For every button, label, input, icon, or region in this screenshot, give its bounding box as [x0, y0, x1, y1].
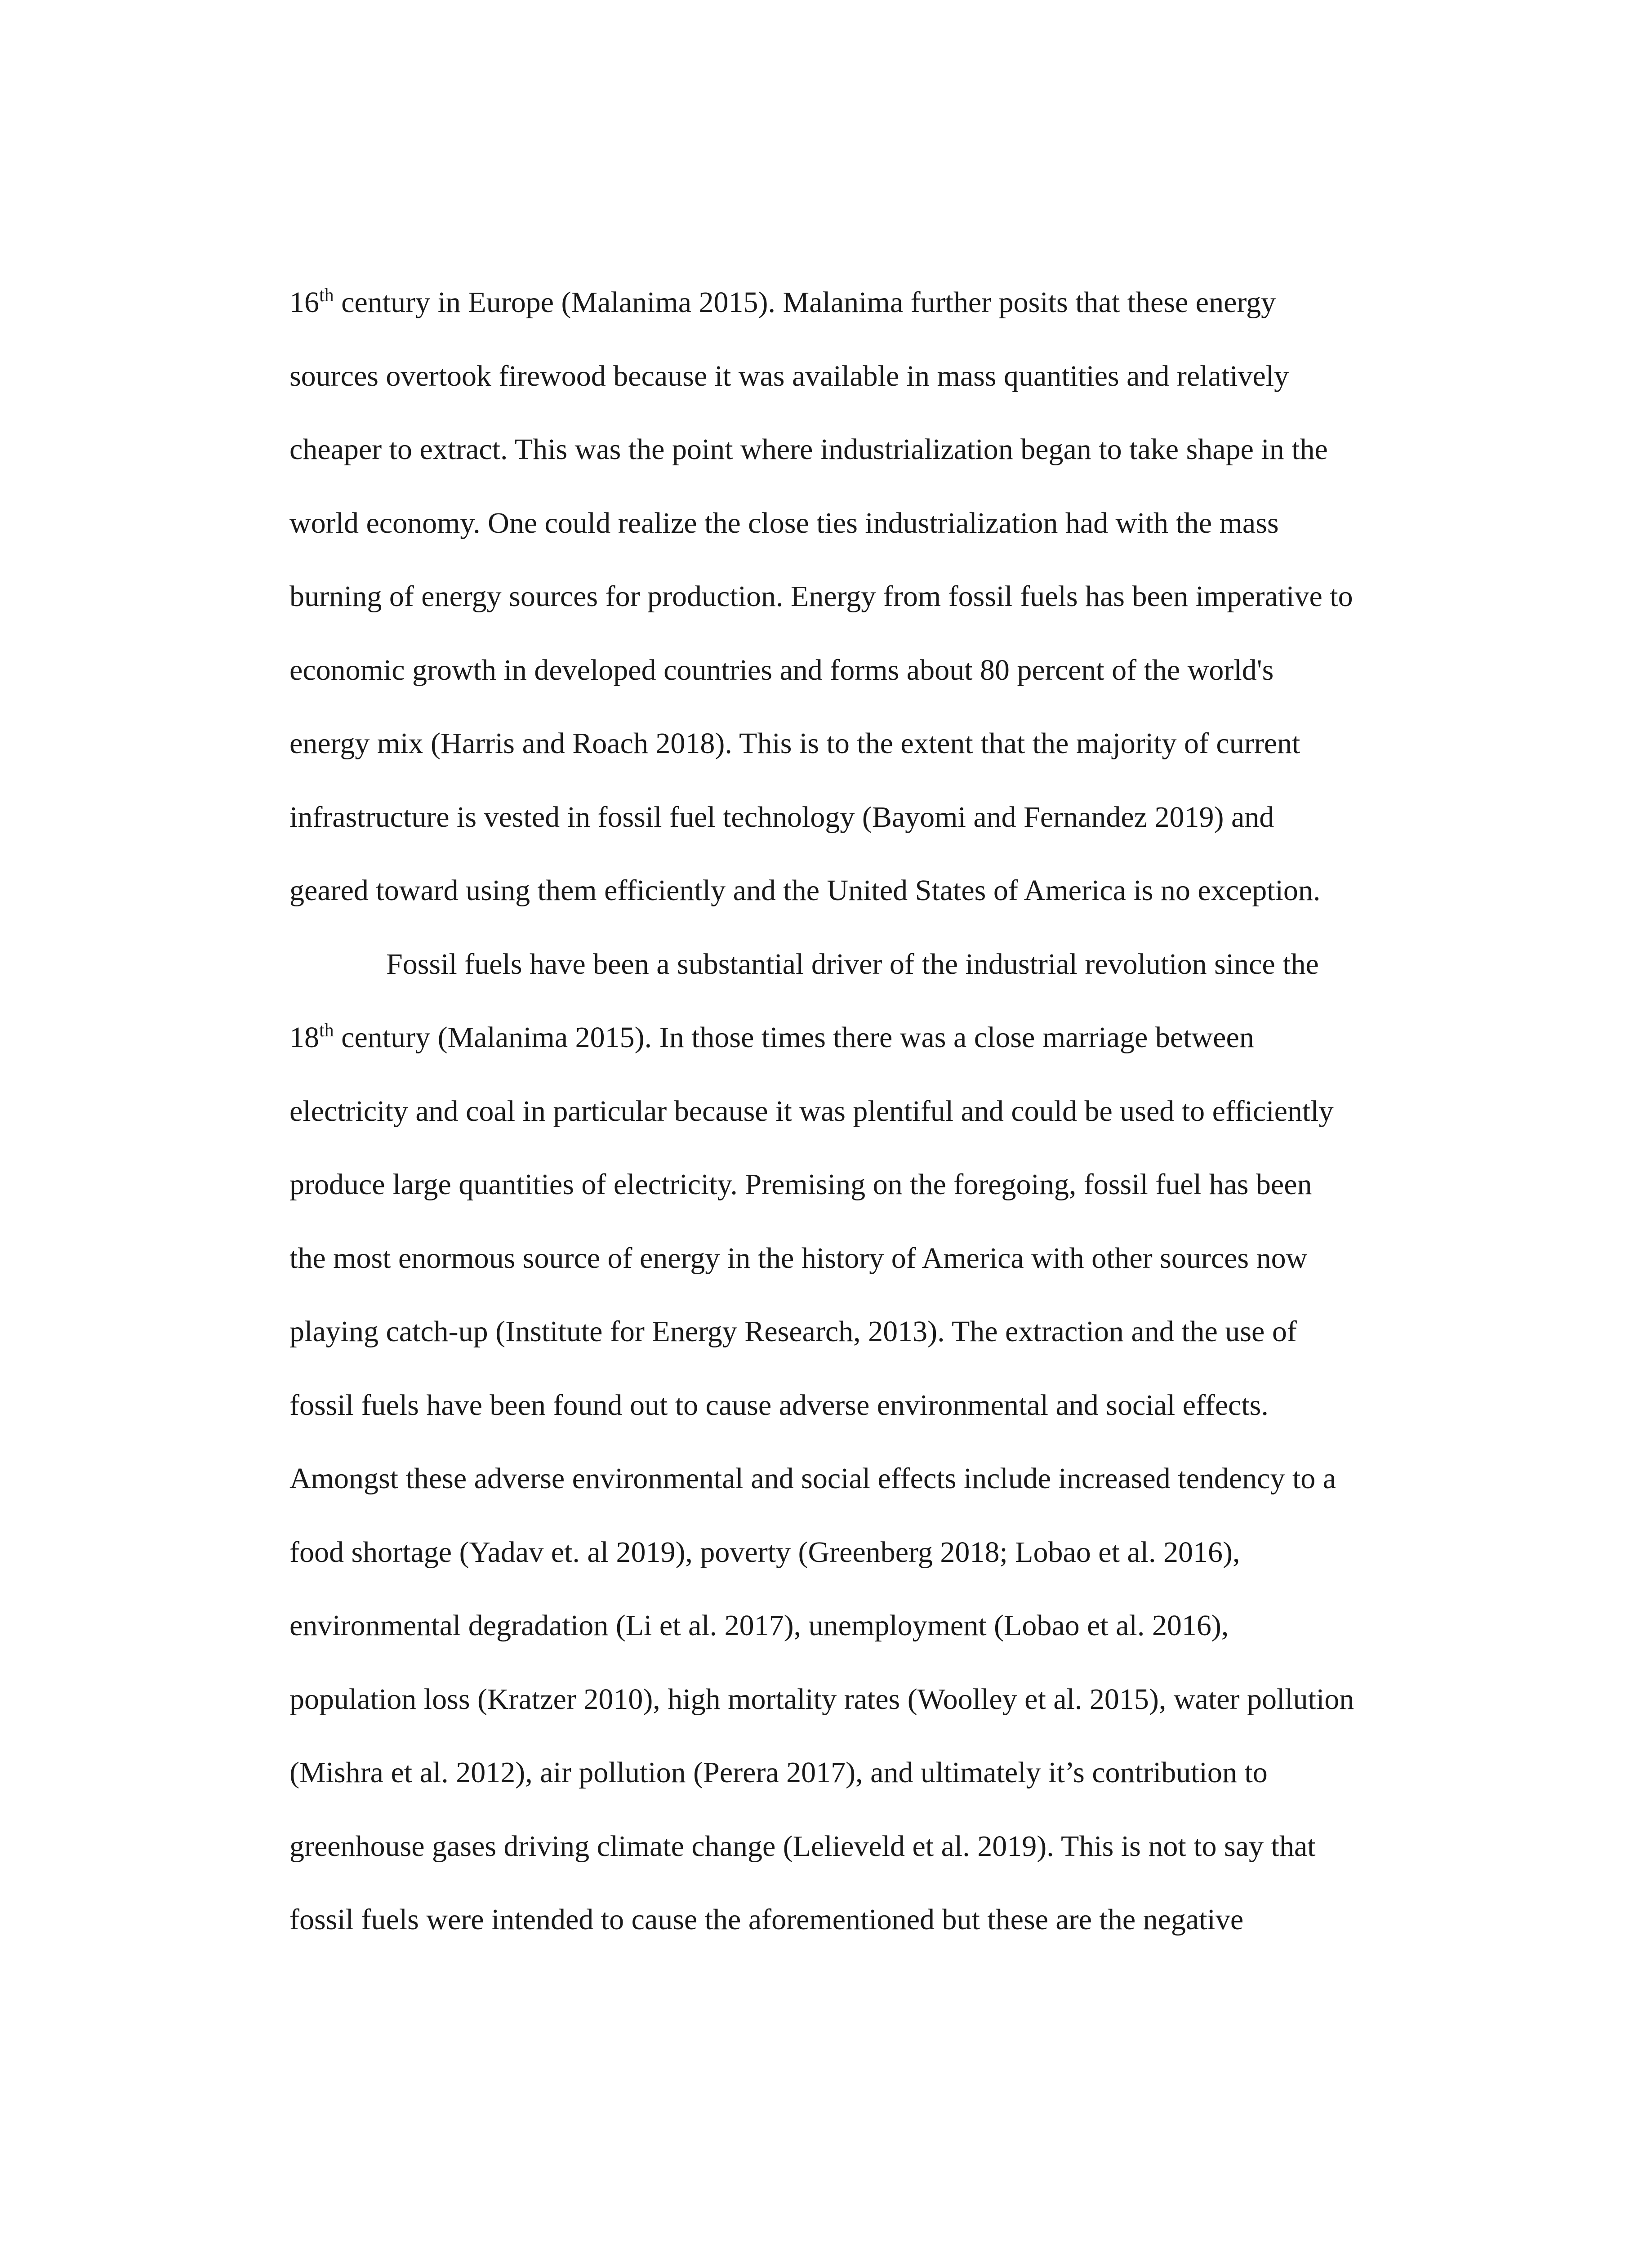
line-text: cheaper to extract. This was the point where industrialization began to take shape in the [289, 433, 1328, 466]
line-text: environmental degradation (Li et al. 2017), unemployment (Lobao et al. 2016), [289, 1609, 1229, 1642]
text-line [289, 1905, 1440, 1979]
text-line [289, 653, 1440, 729]
line-text: century (Malanima 2015). In those times there was a close marriage between [334, 1021, 1254, 1054]
line-text: burning of energy sources for production. Energy from fossil fuels has been imperative to [289, 580, 1353, 613]
line-text: electricity and coal in particular because it was plentiful and could be used to efficiently [289, 1094, 1334, 1128]
text-line [289, 1388, 1440, 1464]
superscript: th [319, 1020, 334, 1041]
line-text: fossil fuels have been found out to cause adverse environmental and social effects. [289, 1388, 1269, 1422]
text-line [289, 435, 1440, 508]
paragraph-first-line [289, 947, 1440, 1023]
line-text: sources overtook firewood because it was available in mass quantities and relatively [289, 359, 1289, 393]
line-text: fossil fuels were intended to cause the aforementioned but these are the negative [289, 1903, 1244, 1936]
line-text: the most enormous source of energy in the history of America with other sources now [289, 1241, 1308, 1275]
line-text: playing catch-up (Institute for Energy Research, 2013). The extraction and the use of [289, 1315, 1297, 1348]
line-text: infrastructure is vested in fossil fuel technology (Bayomi and Fernandez 2019) and [289, 800, 1274, 834]
text-line [289, 508, 1440, 582]
text-line [289, 1094, 1440, 1170]
line-prefix: 16 [289, 286, 319, 319]
text-line [289, 361, 1440, 435]
line-text: greenhouse gases driving climate change (Lelieveld et al. 2019). This is not to say that [289, 1829, 1316, 1863]
line-text: food shortage (Yadav et. al 2019), poverty (Greenberg 2018; Lobao et al. 2016), [289, 1535, 1240, 1569]
text-line [289, 1241, 1440, 1317]
line-text: century in Europe (Malanima 2015). Malanima further posits that these energy [334, 286, 1276, 319]
text-line [289, 1829, 1440, 1905]
text-line [289, 729, 1440, 803]
line-prefix: 18 [289, 1021, 319, 1054]
text-line [289, 876, 1440, 950]
text-line [289, 800, 1440, 876]
line-text: world economy. One could realize the close ties industrialization had with the mass [289, 506, 1279, 540]
line-text: produce large quantities of electricity. Premising on the foregoing, fossil fuel has been [289, 1168, 1312, 1201]
text-line [289, 1464, 1440, 1538]
text-line [289, 1170, 1440, 1244]
text-line [289, 1317, 1440, 1391]
text-line [289, 1611, 1440, 1685]
superscript: th [319, 285, 334, 306]
text-line [289, 285, 1440, 361]
line-text: Amongst these adverse environmental and social effects include increased tendency to a [289, 1462, 1336, 1495]
text-line [289, 1682, 1440, 1758]
body-text [289, 285, 1440, 1979]
text-line [289, 582, 1440, 656]
line-text: economic growth in developed countries and forms about 80 percent of the world's [289, 653, 1274, 687]
line-text: (Mishra et al. 2012), air pollution (Perera 2017), and ultimately it’s contribution to [289, 1756, 1268, 1789]
line-text: population loss (Kratzer 2010), high mortality rates (Woolley et al. 2015), water pollution [289, 1682, 1354, 1716]
text-line [289, 1535, 1440, 1611]
line-text: energy mix (Harris and Roach 2018). This is to the extent that the majority of current [289, 727, 1300, 760]
text-line [289, 1758, 1440, 1832]
line-text: Fossil fuels have been a substantial driver of the industrial revolution since the [386, 947, 1319, 981]
text-line [289, 1020, 1440, 1097]
line-text: geared toward using them efficiently and the United States of America is no exception. [289, 874, 1321, 907]
